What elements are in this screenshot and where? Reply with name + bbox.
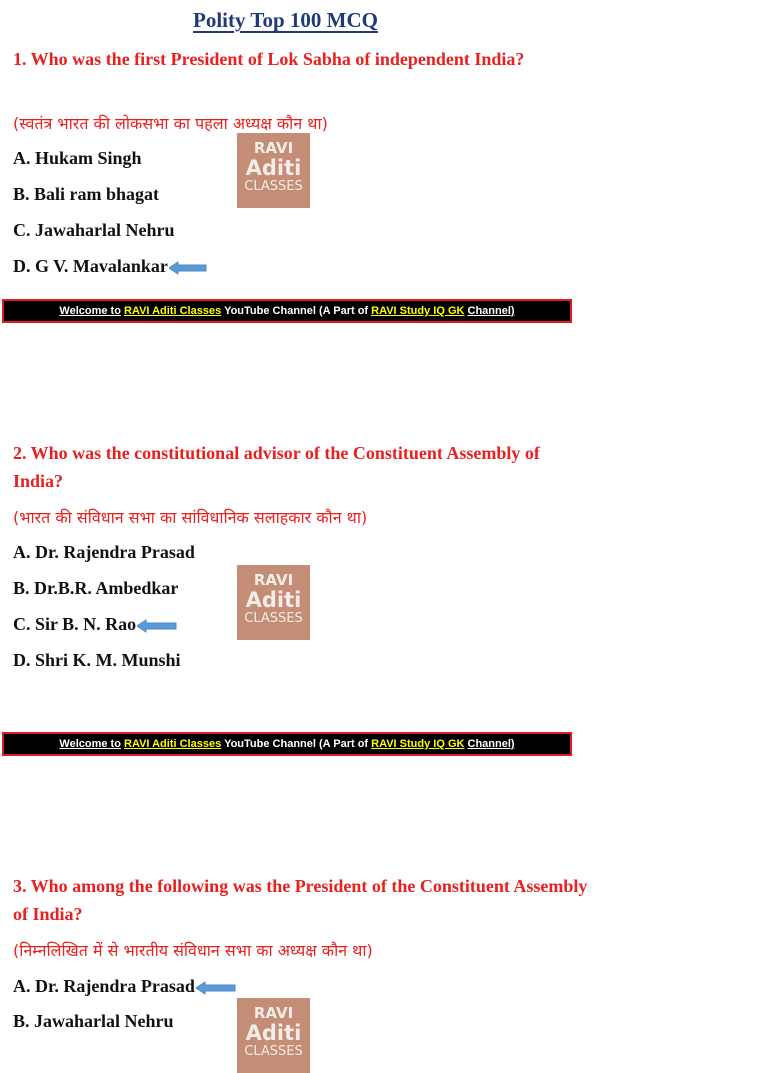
question-3-option-b: B. Jawaharlal Nehru <box>13 1011 174 1031</box>
banner-middle: YouTube Channel (A Part of <box>224 738 369 750</box>
question-2-text: 2. Who was the constitutional advisor of the Constituent Assembly of India? <box>13 443 540 491</box>
question-2-option-c <box>13 613 177 635</box>
banner-prefix: Welcome to <box>59 738 121 750</box>
answer-arrow-icon <box>196 981 236 995</box>
logo-line-2: Aditi <box>245 1021 302 1045</box>
banner-middle: YouTube Channel (A Part of <box>224 305 369 317</box>
question-3-hindi: (निम्नलिखित में से भारतीय संविधान सभा का अध्यक्ष कौन था) <box>13 941 373 960</box>
logo-line-3: CLASSES <box>244 179 303 194</box>
logo-line-1: RAVI <box>253 571 294 589</box>
answer-arrow-icon <box>137 619 177 633</box>
question-3-option-a-label: A. Dr. Rajendra Prasad <box>13 976 195 996</box>
banner-channel-link[interactable]: RAVI Aditi Classes <box>124 738 222 750</box>
question-2-option-a: A. Dr. Rajendra Prasad <box>13 542 195 562</box>
banner-suffix: Channel) <box>467 738 515 750</box>
ravi-aditi-classes-logo <box>237 998 310 1073</box>
answer-arrow-icon <box>169 261 207 275</box>
logo-line-2: Aditi <box>245 588 302 612</box>
question-2-option-b: B. Dr.B.R. Ambedkar <box>13 578 179 598</box>
question-1-option-a: A. Hukam Singh <box>13 148 142 168</box>
logo-line-2: Aditi <box>245 156 302 180</box>
question-3-text: 3. Who among the following was the President of the Constituent Assembly of India? <box>13 876 588 924</box>
question-1-option-d-label: D. G V. Mavalankar <box>13 256 168 276</box>
question-1-hindi: (स्वतंत्र भारत की लोकसभा का पहला अध्यक्ष कौन था) <box>13 114 328 133</box>
banner-suffix: Channel) <box>467 305 515 317</box>
question-2-hindi: (भारत की संविधान सभा का सांविधानिक सलाहकार कौन था) <box>13 508 368 527</box>
question-2-option-c-label: C. Sir B. N. Rao <box>13 614 137 634</box>
banner-prefix: Welcome to <box>59 305 121 317</box>
ravi-aditi-classes-logo <box>237 133 310 208</box>
page-title: Polity Top 100 MCQ <box>193 8 378 32</box>
question-3-option-a <box>13 975 236 997</box>
logo-line-1: RAVI <box>253 139 294 157</box>
ravi-aditi-classes-logo <box>237 565 310 640</box>
logo-line-1: RAVI <box>253 1004 294 1022</box>
logo-line-3: CLASSES <box>244 1044 303 1059</box>
question-2-option-d: D. Shri K. M. Munshi <box>13 650 181 670</box>
channel-banner <box>2 299 572 323</box>
question-1-option-c: C. Jawaharlal Nehru <box>13 220 175 240</box>
logo-line-3: CLASSES <box>244 611 303 626</box>
banner-parent-link[interactable]: RAVI Study IQ GK <box>371 738 465 750</box>
question-1-option-b: B. Bali ram bhagat <box>13 184 160 204</box>
banner-parent-link[interactable]: RAVI Study IQ GK <box>371 305 465 317</box>
question-1-text: 1. Who was the first President of Lok Sabha of independent India? <box>13 49 525 69</box>
question-1-option-d <box>13 255 207 277</box>
banner-channel-link[interactable]: RAVI Aditi Classes <box>124 305 222 317</box>
channel-banner <box>2 732 572 756</box>
